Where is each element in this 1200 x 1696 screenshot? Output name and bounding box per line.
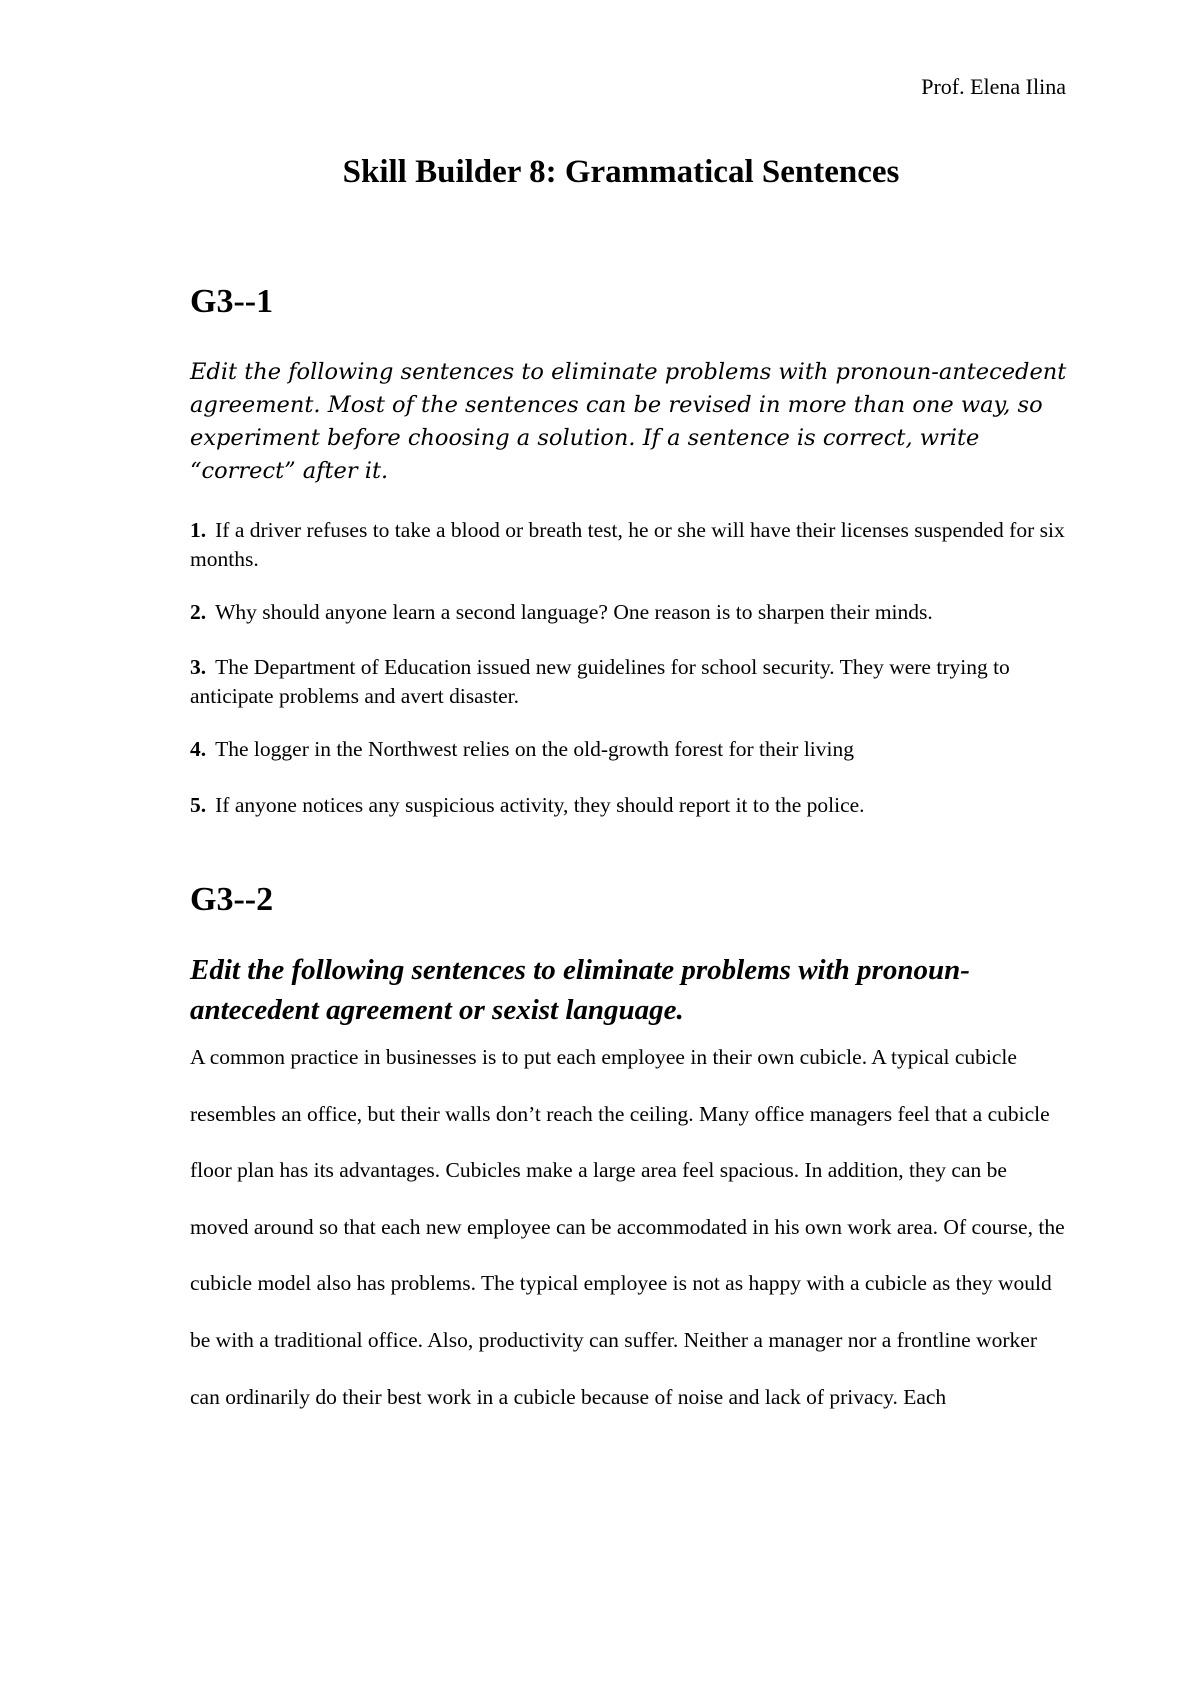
exercise-paragraph: A common practice in businesses is to put each employee in their own cubicle. A typical cubicle resembles an office, but their walls don’t reach the ceiling. Many office managers feel that a cubicle floor plan has its advantages. Cubicles make a large area feel spacious. In addition, they can be moved around so that each new employee can be accommodated in his own work area. Of course, the cubicle model also has problems. The typical employee is not as happy with a cubicle as they would be with a traditional office. Also, productivity can suffer. Neither a manager nor a frontline worker can ordinarily do their best work in a cubicle because of noise and lack of privacy. Each: [190, 1045, 1065, 1409]
item-text: If a driver refuses to take a blood or breath test, he or she will have their licenses suspended for six months.: [190, 518, 1065, 571]
exercise-item-4: [190, 735, 1070, 764]
item-number: 1.: [190, 518, 207, 542]
exercise-item-2: [190, 598, 1070, 627]
exercise-item-1: [190, 516, 1070, 574]
item-number: 2.: [190, 600, 207, 624]
item-text: The logger in the Northwest relies on the old-growth forest for their living: [215, 737, 854, 761]
item-text: The Department of Education issued new guidelines for school security. They were trying to anticipate problems and avert disaster.: [190, 655, 1010, 708]
section-instruction-g3-2: Edit the following sentences to eliminate problems with pronoun-antecedent agreement or sexist language.: [190, 954, 970, 1026]
section-instruction-g3-1: Edit the following sentences to eliminate problems with pronoun-antecedent agreement. Most of the sentences can be revised in more than one way, so experiment before choosing a solution. If a sentence is correct, write “correct” after it.: [190, 359, 1067, 484]
document-title: Skill Builder 8: Grammatical Sentences: [342, 154, 900, 190]
item-text: Why should anyone learn a second language? One reason is to sharpen their minds.: [215, 600, 933, 624]
section-heading-g3-1: G3--1: [190, 283, 274, 320]
item-text: If anyone notices any suspicious activity, they should report it to the police.: [215, 793, 865, 817]
author-name: Prof. Elena Ilina: [921, 74, 1066, 99]
item-number: 5.: [190, 793, 207, 817]
exercise-item-5: [190, 791, 1070, 820]
item-number: 4.: [190, 737, 207, 761]
exercise-item-3: [190, 653, 1070, 711]
item-number: 3.: [190, 655, 207, 679]
section-heading-g3-2: G3--2: [190, 881, 274, 918]
